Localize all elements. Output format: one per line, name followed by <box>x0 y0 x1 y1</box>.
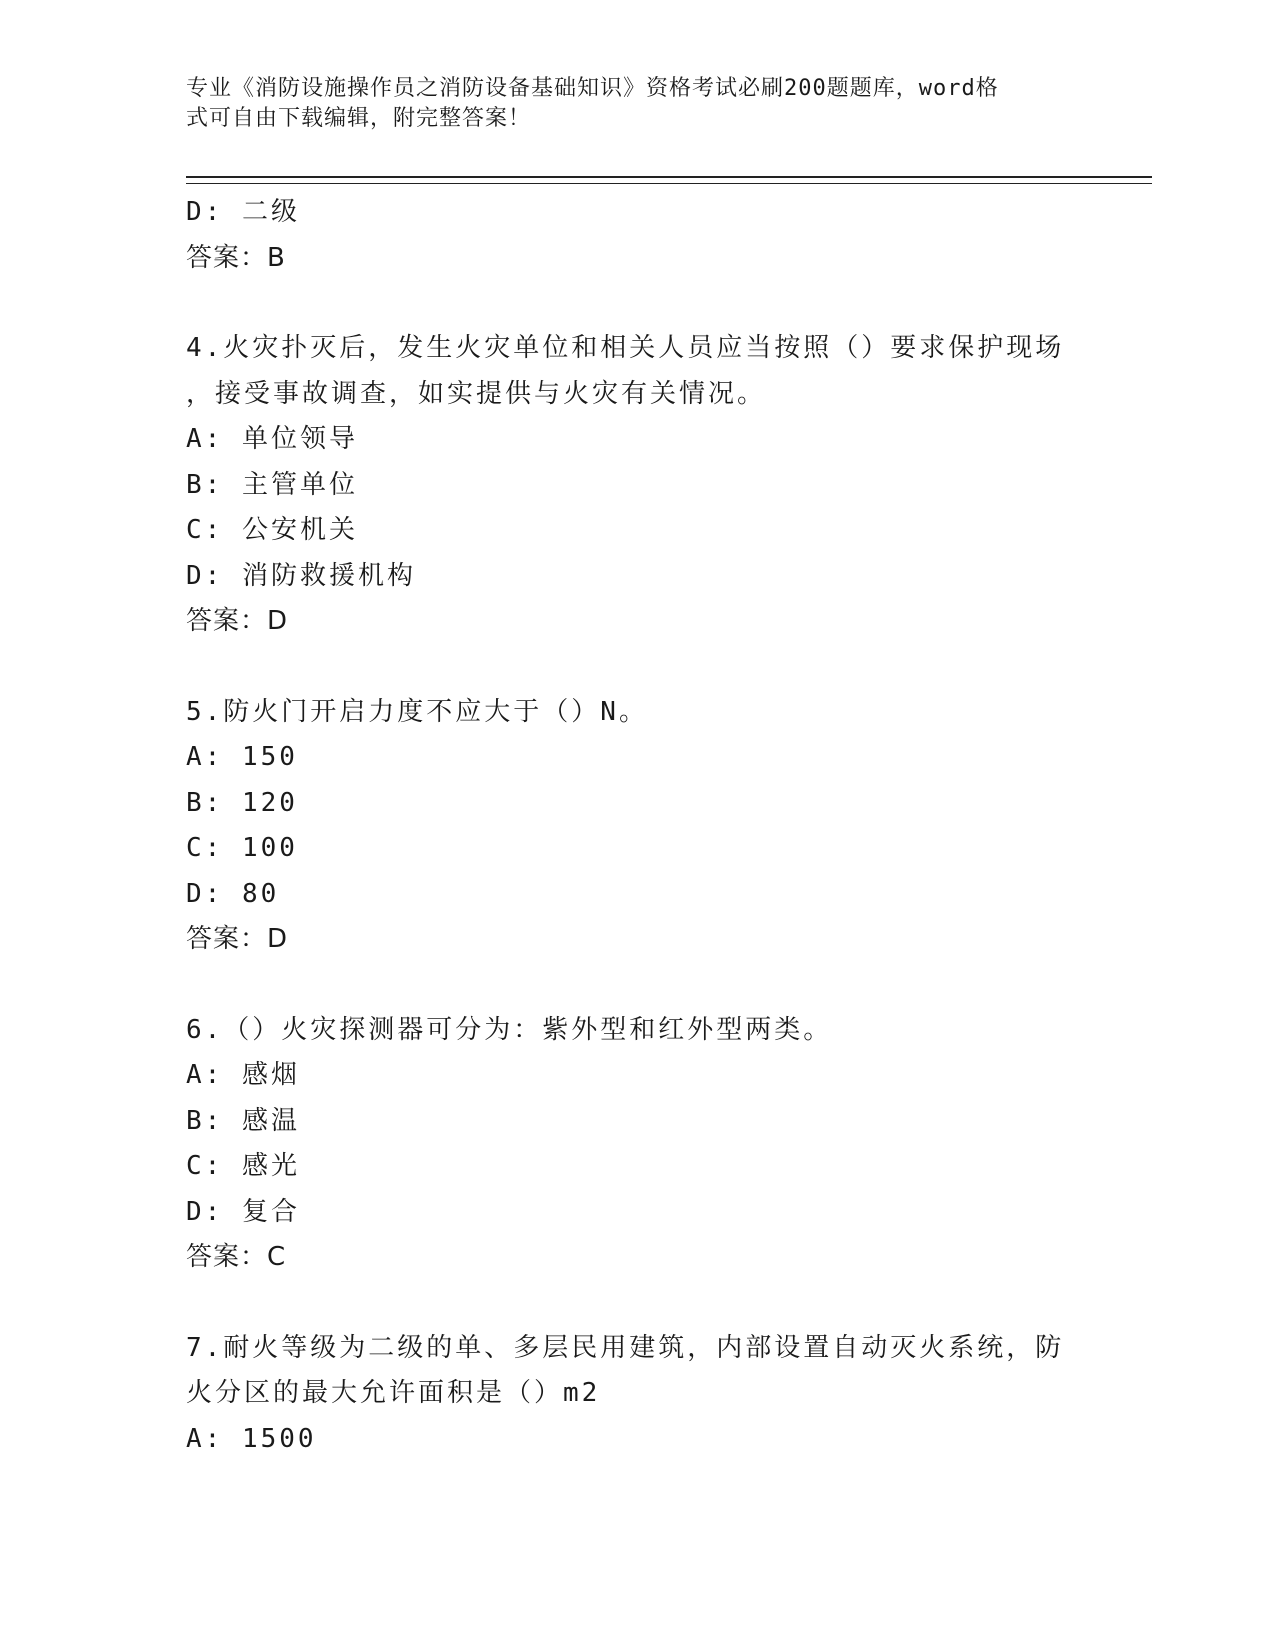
option-d: D: 80 <box>186 878 280 909</box>
answer: 答案：D <box>186 606 289 636</box>
question-3-fragment <box>186 190 1066 281</box>
header-divider <box>186 176 1152 184</box>
option-a: A: 1500 <box>186 1423 317 1454</box>
question-stem: 7.耐火等级为二级的单、多层民用建筑，内部设置自动灭火系统，防 <box>186 1332 1065 1363</box>
document-body <box>186 190 1066 1462</box>
option-d: D: 复合 <box>186 1196 300 1227</box>
option-a: A: 感烟 <box>186 1060 300 1090</box>
option-b: B: 感温 <box>186 1105 300 1136</box>
question-stem-continued: ，接受事故调查，如实提供与火灾有关情况。 <box>186 378 767 409</box>
option-d: D: 消防救援机构 <box>186 560 416 591</box>
option-d: D: 二级 <box>186 197 300 227</box>
question-stem-continued: 火分区的最大允许面积是（）m2 <box>186 1378 601 1408</box>
option-b: B: 120 <box>186 787 298 818</box>
question-stem: 6.（）火灾探测器可分为：紫外型和红外型两类。 <box>186 1014 833 1045</box>
page-header <box>186 74 1066 134</box>
answer: 答案：B <box>186 242 286 273</box>
option-b: B: 主管单位 <box>186 469 358 500</box>
answer: 答案：C <box>186 1242 287 1272</box>
header-line-2: 式可自由下载编辑，附完整答案！ <box>186 106 532 131</box>
option-c: C: 100 <box>186 833 298 863</box>
question-stem: 5.防火门开启力度不应大于（）N。 <box>186 696 648 727</box>
question-stem: 4.火灾扑灭后，发生火灾单位和相关人员应当按照（）要求保护现场 <box>186 333 1065 363</box>
option-a: A: 单位领导 <box>186 424 358 454</box>
answer: 答案：D <box>186 924 289 954</box>
option-a: A: 150 <box>186 742 298 772</box>
question-5 <box>186 690 1066 963</box>
option-c: C: 感光 <box>186 1151 300 1181</box>
header-line-1: 专业《消防设施操作员之消防设备基础知识》资格考试必刷200题题库，word格 <box>186 76 999 101</box>
option-c: C: 公安机关 <box>186 515 358 545</box>
question-7 <box>186 1326 1066 1463</box>
question-6 <box>186 1008 1066 1281</box>
question-4 <box>186 326 1066 645</box>
